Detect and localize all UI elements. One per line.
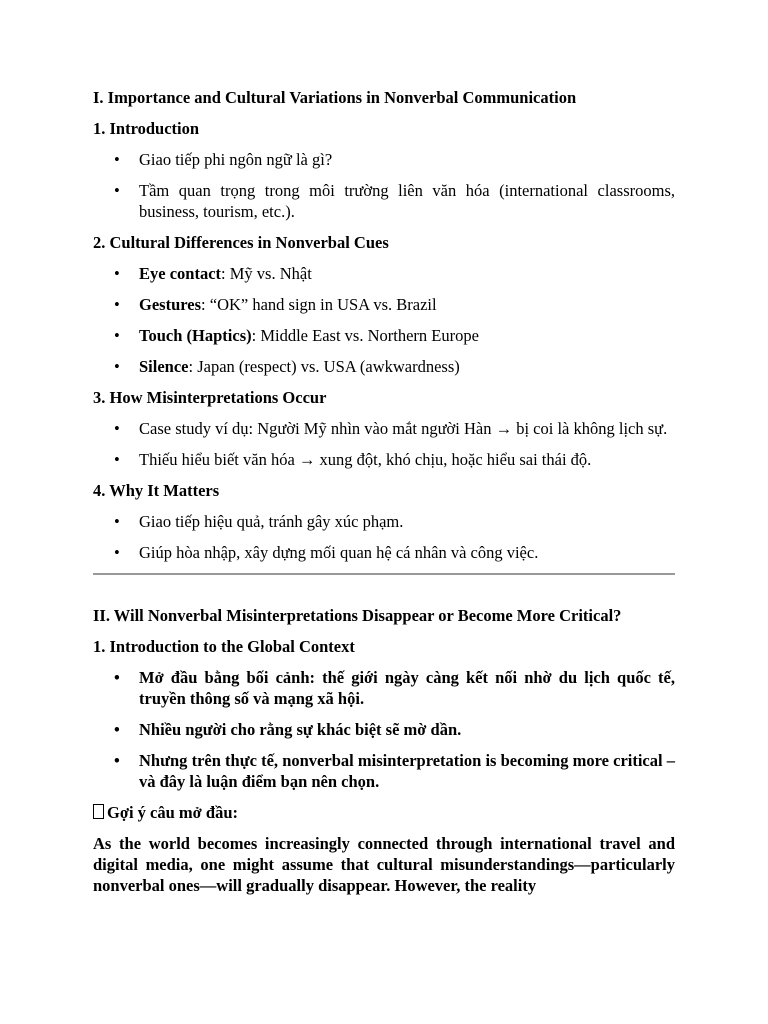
term-label: Silence	[139, 357, 189, 376]
opening-paragraph: As the world becomes increasingly connected through international travel and digital media, one might assume that cultural misunderstandings—particularly nonverbal ones—will gradually disappear. However, the reality	[93, 834, 675, 895]
list-item	[93, 263, 675, 284]
list-item: • Case study ví dụ: Người Mỹ nhìn vào mắt người Hàn → bị coi là không lịch sự.	[93, 418, 675, 439]
section-divider	[93, 573, 675, 575]
hint-line	[93, 802, 675, 823]
list-item: • Giao tiếp hiệu quả, tránh gây xúc phạm.	[93, 511, 675, 532]
term-label: Touch (Haptics)	[139, 326, 252, 345]
list-item: • Thiếu hiểu biết văn hóa → xung đột, khó chịu, hoặc hiểu sai thái độ.	[93, 449, 675, 470]
list-item: • Giúp hòa nhập, xây dựng mối quan hệ cá nhân và công việc.	[93, 542, 675, 563]
global-context-list	[93, 667, 675, 792]
why-it-matters-list	[93, 511, 675, 563]
section-2-title: II. Will Nonverbal Misinterpretations Disappear or Become More Critical?	[93, 606, 622, 625]
subsection-introduction-title: 1. Introduction	[93, 119, 200, 138]
list-item: • Giao tiếp phi ngôn ngữ là gì?	[93, 149, 675, 170]
list-item	[93, 356, 675, 377]
term-description: : Middle East vs. Northern Europe	[251, 326, 479, 345]
subsection-global-context-title: 1. Introduction to the Global Context	[93, 637, 355, 656]
subsection-cultural-differences-title: 2. Cultural Differences in Nonverbal Cues	[93, 233, 389, 252]
list-item: • Mở đầu bằng bối cảnh: thế giới ngày càng kết nối nhờ du lịch quốc tế, truyền thông số và mạng xã hội.	[93, 667, 675, 709]
document-content	[93, 87, 675, 906]
term-description: : Mỹ vs. Nhật	[221, 264, 312, 283]
missing-glyph-icon	[93, 804, 104, 819]
list-item	[93, 325, 675, 346]
list-item: • Nhiều người cho rằng sự khác biệt sẽ mờ dần.	[93, 719, 675, 740]
list-item: • Tầm quan trọng trong môi trường liên văn hóa (international classrooms, business, tourism, etc.).	[93, 180, 675, 222]
introduction-list	[93, 149, 675, 222]
section-1-title: I. Importance and Cultural Variations in Nonverbal Communication	[93, 88, 577, 107]
list-item	[93, 294, 675, 315]
term-description: : Japan (respect) vs. USA (awkwardness)	[188, 357, 460, 376]
misinterpretations-list	[93, 418, 675, 470]
term-label: Gestures	[139, 295, 202, 314]
subsection-misinterpretations-title: 3. How Misinterpretations Occur	[93, 388, 327, 407]
subsection-why-it-matters-title: 4. Why It Matters	[93, 481, 220, 500]
term-label: Eye contact	[139, 264, 222, 283]
term-description: : “OK” hand sign in USA vs. Brazil	[201, 295, 437, 314]
cultural-differences-list	[93, 263, 675, 377]
hint-label: Gợi ý câu mở đầu:	[107, 803, 239, 822]
list-item: • Nhưng trên thực tế, nonverbal misinterpretation is becoming more critical – và đây là luận điểm bạn nên chọn.	[93, 750, 675, 792]
